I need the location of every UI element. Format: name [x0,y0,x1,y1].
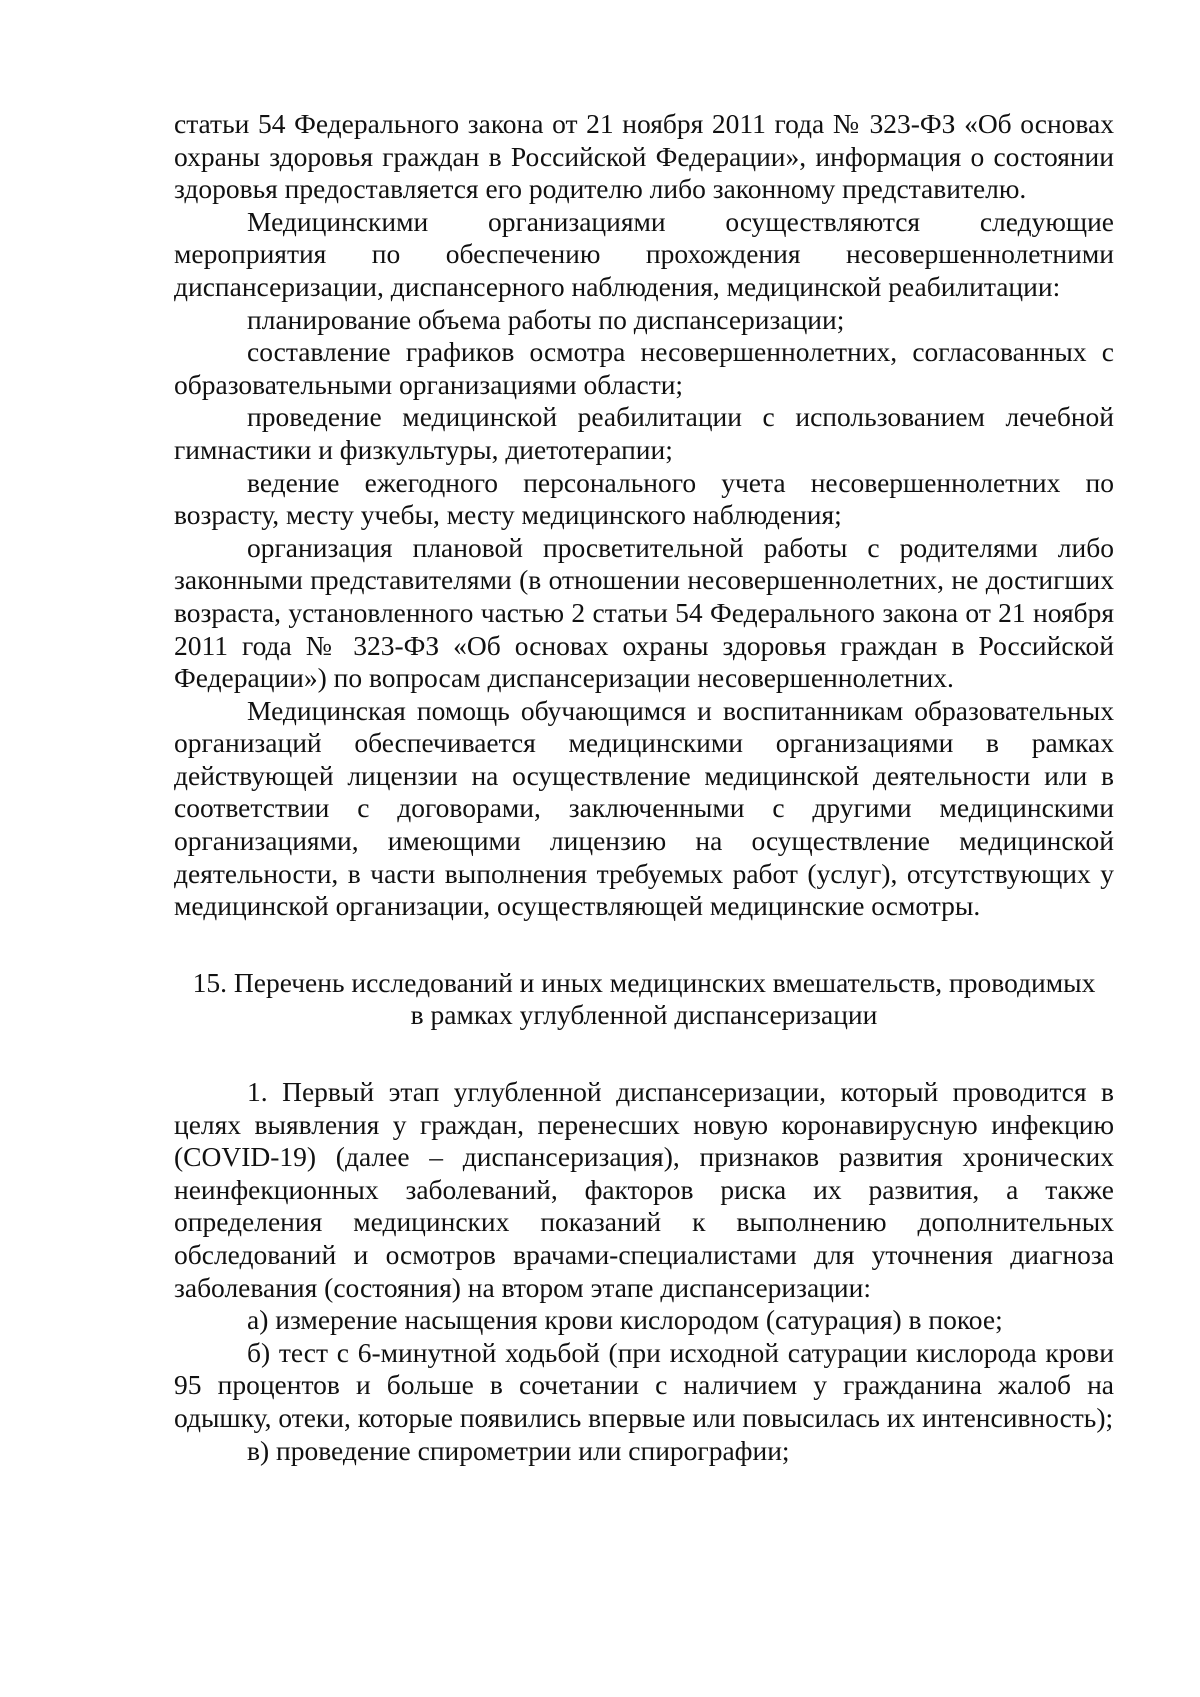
document-body [174,108,1114,1467]
measures-list-item: ведение ежегодного персонального учета несовершеннолетних по возрасту, месту учебы, месту медицинского наблюдения; [174,466,1114,531]
measures-list-item: планирование объема работы по диспансеризации; [247,303,845,335]
measures-intro-paragraph: Медицинскими организациями осуществляются следующие мероприятия по обеспечению прохождения несовершеннолетними диспансеризации, диспансерного наблюдения, медицинской реабилитации: [174,205,1114,302]
measures-list-item: проведение медицинской реабилитации с использованием лечебной гимнастики и физкультуры, диетотерапии; [174,401,1114,465]
spacer [174,1032,1114,1076]
first-stage-subitem: б) тест с 6-минутной ходьбой (при исходной сатурации кислорода крови 95 процентов и больше в сочетании с наличием у гражданина жалоб на одышку, отеки, которые появились впервые или повысилась их интенсивность); [174,1336,1114,1433]
first-stage-subitem: а) измерение насыщения крови кислородом (сатурация) в покое; [247,1304,1003,1336]
first-stage-subitem: в) проведение спирометрии или спирографии; [247,1434,790,1466]
section-heading-line: в рамках углубленной диспансеризации [410,999,878,1031]
section-heading-line: 15. Перечень исследований и иных медицинских вмешательств, проводимых [192,966,1096,998]
continuation-paragraph: статьи 54 Федерального закона от 21 ноября 2011 года № 323-ФЗ «Об основах охраны здоровья граждан в Российской Федерации», информация о состоянии здоровья предоставляется его родителю либо законному представителю. [174,108,1114,205]
measures-list-item: организация плановой просветительной работы с родителями либо законными представителями (в отношении несовершеннолетних, не достигших возраста, установленного частью 2 статьи 54 Федерального закона от 21 ноября 2011 года № 323-ФЗ «Об основах охраны здоровья граждан в Российской Федерации») по вопросам диспансеризации несовершеннолетних. [174,531,1114,694]
medical-help-paragraph: Медицинская помощь обучающимся и воспитанникам образовательных организаций обеспечивается медицинскими организациями в рамках действующей лицензии на осуществление медицинской деятельности или в соответствии с договорами, заключенными с другими медицинскими организациями, имеющими лицензию на осуществление медицинской деятельности, в части выполнения требуемых работ (услуг), отсутствующих у медицинской организации, осуществляющей медицинские осмотры. [174,694,1114,922]
section-heading [174,967,1114,1032]
measures-list-item: составление графиков осмотра несовершеннолетних, согласованных с образовательными организациями области; [174,336,1114,400]
first-stage-paragraph: 1. Первый этап углубленной диспансеризации, который проводится в целях выявления у граждан, перенесших новую коронавирусную инфекцию (COVID-19) (далее – диспансеризация), признаков развития хронических неинфекционных заболеваний, факторов риска их развития, а также определения медицинских показаний к выполнению дополнительных обследований и осмотров врачами-специалистами для уточнения диагноза заболевания (состояния) на втором этапе диспансеризации: [174,1076,1114,1303]
